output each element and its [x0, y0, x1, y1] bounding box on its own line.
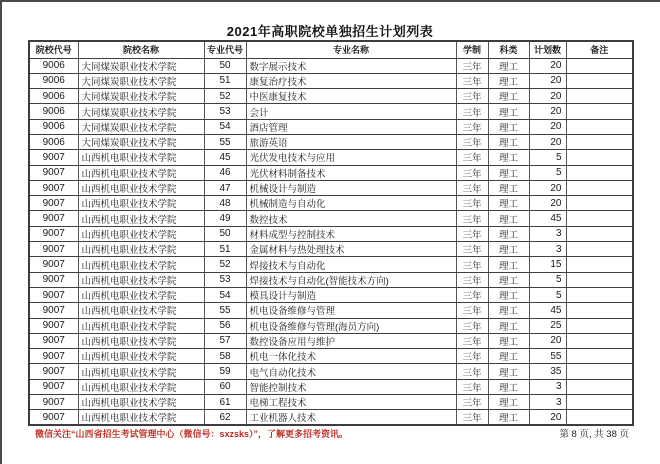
- cell-plan_count: 25: [529, 318, 566, 333]
- table-row: [29, 257, 633, 272]
- cell-college_name: 大同煤炭职业技术学院: [78, 73, 204, 88]
- cell-major_name: 金属材料与热处理技术: [246, 242, 456, 257]
- cell-category: 理工: [488, 395, 529, 410]
- cell-remark: [566, 226, 633, 241]
- cell-major_code: 55: [204, 303, 246, 318]
- page-title: 2021年高职院校单独招生计划列表: [226, 24, 434, 39]
- cell-college_name: 山西机电职业技术学院: [78, 257, 204, 272]
- cell-college_name: 山西机电职业技术学院: [78, 180, 204, 195]
- cell-plan_count: 20: [529, 89, 566, 104]
- cell-category: 理工: [488, 196, 529, 211]
- cell-college_name: 大同煤炭职业技术学院: [78, 104, 204, 119]
- cell-plan_count: 5: [529, 272, 566, 287]
- cell-major_name: 材料成型与控制技术: [246, 226, 456, 241]
- cell-college_name: 山西机电职业技术学院: [78, 272, 204, 287]
- cell-college_code: 9007: [29, 303, 78, 318]
- cell-plan_count: 3: [529, 379, 566, 394]
- cell-category: 理工: [488, 180, 529, 195]
- cell-category: 理工: [488, 165, 529, 180]
- cell-college_name: 山西机电职业技术学院: [78, 226, 204, 241]
- table-row: [29, 89, 633, 104]
- cell-category: 理工: [488, 119, 529, 134]
- cell-duration: 三年: [456, 303, 488, 318]
- cell-major_code: 46: [204, 165, 246, 180]
- cell-college_code: 9007: [29, 165, 78, 180]
- cell-major_name: 机电一体化技术: [246, 349, 456, 364]
- table-row: [29, 119, 633, 134]
- cell-plan_count: 20: [529, 104, 566, 119]
- cell-major_code: 54: [204, 287, 246, 302]
- table-row: [29, 272, 633, 287]
- cell-category: 理工: [488, 303, 529, 318]
- cell-major_code: 58: [204, 349, 246, 364]
- cell-college_name: 山西机电职业技术学院: [78, 349, 204, 364]
- cell-major_name: 机电设备维修与管理: [246, 303, 456, 318]
- table-row: [29, 303, 633, 318]
- cell-major_name: 酒店管理: [246, 119, 456, 134]
- cell-college_name: 山西机电职业技术学院: [78, 410, 204, 426]
- cell-major_name: 中医康复技术: [246, 89, 456, 104]
- cell-major_code: 57: [204, 333, 246, 348]
- cell-major_name: 焊接技术与自动化: [246, 257, 456, 272]
- cell-plan_count: 20: [529, 333, 566, 348]
- table-row: [29, 134, 633, 149]
- cell-major_name: 工业机器人技术: [246, 410, 456, 426]
- cell-major_code: 50: [204, 226, 246, 241]
- table-row: [29, 287, 633, 302]
- cell-major_code: 49: [204, 211, 246, 226]
- cell-category: 理工: [488, 364, 529, 379]
- cell-plan_count: 5: [529, 150, 566, 165]
- cell-plan_count: 5: [529, 287, 566, 302]
- cell-remark: [566, 211, 633, 226]
- cell-remark: [566, 318, 633, 333]
- cell-plan_count: 20: [529, 134, 566, 149]
- cell-plan_count: 45: [529, 303, 566, 318]
- cell-category: 理工: [488, 242, 529, 257]
- cell-category: 理工: [488, 379, 529, 394]
- cell-duration: 三年: [456, 318, 488, 333]
- cell-college_code: 9007: [29, 349, 78, 364]
- table-row: [29, 364, 633, 379]
- table-row: [29, 180, 633, 195]
- col-header-remark: 备注: [566, 41, 633, 58]
- cell-remark: [566, 58, 633, 73]
- cell-plan_count: 20: [529, 119, 566, 134]
- cell-category: 理工: [488, 134, 529, 149]
- cell-major_name: 康复治疗技术: [246, 73, 456, 88]
- cell-duration: 三年: [456, 242, 488, 257]
- cell-duration: 三年: [456, 410, 488, 426]
- cell-college_code: 9006: [29, 134, 78, 149]
- col-header-duration: 学制: [456, 41, 488, 58]
- cell-college_name: 山西机电职业技术学院: [78, 242, 204, 257]
- cell-college_code: 9007: [29, 410, 78, 426]
- cell-college_code: 9006: [29, 119, 78, 134]
- cell-college_name: 山西机电职业技术学院: [78, 303, 204, 318]
- cell-college_name: 大同煤炭职业技术学院: [78, 58, 204, 73]
- cell-college_code: 9007: [29, 226, 78, 241]
- cell-college_code: 9007: [29, 318, 78, 333]
- cell-major_code: 52: [204, 257, 246, 272]
- table-row: [29, 196, 633, 211]
- cell-major_name: 数字展示技术: [246, 58, 456, 73]
- table-header-row: [29, 41, 633, 58]
- cell-category: 理工: [488, 410, 529, 426]
- cell-college_code: 9007: [29, 211, 78, 226]
- cell-remark: [566, 89, 633, 104]
- cell-remark: [566, 272, 633, 287]
- cell-plan_count: 20: [529, 410, 566, 426]
- cell-duration: 三年: [456, 73, 488, 88]
- cell-duration: 三年: [456, 349, 488, 364]
- cell-remark: [566, 119, 633, 134]
- cell-remark: [566, 104, 633, 119]
- cell-duration: 三年: [456, 272, 488, 287]
- cell-college_code: 9007: [29, 257, 78, 272]
- cell-college_code: 9007: [29, 287, 78, 302]
- table-row: [29, 211, 633, 226]
- cell-major_code: 45: [204, 150, 246, 165]
- cell-duration: 三年: [456, 180, 488, 195]
- cell-college_code: 9007: [29, 364, 78, 379]
- table-row: [29, 349, 633, 364]
- col-header-major-name: 专业名称: [246, 41, 456, 58]
- col-header-college-name: 院校名称: [78, 41, 204, 58]
- cell-major_code: 51: [204, 242, 246, 257]
- cell-major_code: 52: [204, 89, 246, 104]
- cell-major_name: 数控技术: [246, 211, 456, 226]
- cell-remark: [566, 165, 633, 180]
- cell-major_code: 56: [204, 318, 246, 333]
- cell-duration: 三年: [456, 226, 488, 241]
- enrollment-plan-table: [28, 40, 634, 426]
- cell-remark: [566, 364, 633, 379]
- cell-major_code: 48: [204, 196, 246, 211]
- cell-duration: 三年: [456, 119, 488, 134]
- cell-remark: [566, 73, 633, 88]
- cell-major_name: 焊接技术与自动化(智能技术方向): [246, 272, 456, 287]
- cell-major_name: 机电设备维修与管理(海员方向): [246, 318, 456, 333]
- cell-major_code: 61: [204, 395, 246, 410]
- cell-category: 理工: [488, 272, 529, 287]
- cell-plan_count: 55: [529, 349, 566, 364]
- cell-plan_count: 5: [529, 165, 566, 180]
- cell-plan_count: 3: [529, 242, 566, 257]
- cell-remark: [566, 395, 633, 410]
- cell-category: 理工: [488, 58, 529, 73]
- table-row: [29, 226, 633, 241]
- col-header-plan-count: 计划数: [529, 41, 566, 58]
- col-header-category: 科类: [488, 41, 529, 58]
- cell-plan_count: 20: [529, 196, 566, 211]
- cell-college_code: 9007: [29, 150, 78, 165]
- table-row: [29, 410, 633, 426]
- cell-college_name: 山西机电职业技术学院: [78, 333, 204, 348]
- cell-plan_count: 15: [529, 257, 566, 272]
- cell-plan_count: 35: [529, 364, 566, 379]
- cell-college_name: 山西机电职业技术学院: [78, 395, 204, 410]
- cell-college_name: 大同煤炭职业技术学院: [78, 134, 204, 149]
- cell-major_code: 51: [204, 73, 246, 88]
- cell-college_code: 9007: [29, 272, 78, 287]
- cell-college_name: 山西机电职业技术学院: [78, 165, 204, 180]
- cell-remark: [566, 257, 633, 272]
- cell-category: 理工: [488, 73, 529, 88]
- cell-college_code: 9006: [29, 58, 78, 73]
- cell-major_code: 60: [204, 379, 246, 394]
- cell-duration: 三年: [456, 333, 488, 348]
- cell-college_name: 山西机电职业技术学院: [78, 364, 204, 379]
- cell-college_name: 山西机电职业技术学院: [78, 318, 204, 333]
- table-row: [29, 395, 633, 410]
- cell-major_name: 电气自动化技术: [246, 364, 456, 379]
- cell-major_name: 机械设计与制造: [246, 180, 456, 195]
- cell-college_name: 山西机电职业技术学院: [78, 150, 204, 165]
- cell-duration: 三年: [456, 165, 488, 180]
- cell-plan_count: 20: [529, 180, 566, 195]
- cell-remark: [566, 150, 633, 165]
- cell-remark: [566, 180, 633, 195]
- cell-category: 理工: [488, 333, 529, 348]
- col-header-college-code: 院校代号: [29, 41, 78, 58]
- cell-duration: 三年: [456, 150, 488, 165]
- cell-remark: [566, 379, 633, 394]
- cell-remark: [566, 349, 633, 364]
- cell-college_code: 9006: [29, 73, 78, 88]
- cell-college_code: 9007: [29, 333, 78, 348]
- cell-duration: 三年: [456, 134, 488, 149]
- cell-college_name: 山西机电职业技术学院: [78, 287, 204, 302]
- cell-major_name: 数控设备应用与维护: [246, 333, 456, 348]
- table-row: [29, 73, 633, 88]
- cell-duration: 三年: [456, 211, 488, 226]
- cell-plan_count: 3: [529, 226, 566, 241]
- table-row: [29, 333, 633, 348]
- cell-duration: 三年: [456, 364, 488, 379]
- cell-duration: 三年: [456, 395, 488, 410]
- cell-plan_count: 3: [529, 395, 566, 410]
- cell-major_name: 光伏发电技术与应用: [246, 150, 456, 165]
- cell-college_name: 山西机电职业技术学院: [78, 211, 204, 226]
- cell-college_code: 9007: [29, 242, 78, 257]
- cell-major_code: 54: [204, 119, 246, 134]
- table-row: [29, 318, 633, 333]
- cell-major_name: 模具设计与制造: [246, 287, 456, 302]
- cell-duration: 三年: [456, 287, 488, 302]
- cell-remark: [566, 410, 633, 426]
- cell-college_name: 山西机电职业技术学院: [78, 379, 204, 394]
- table-row: [29, 242, 633, 257]
- cell-category: 理工: [488, 226, 529, 241]
- cell-major_name: 机械制造与自动化: [246, 196, 456, 211]
- table-row: [29, 379, 633, 394]
- cell-duration: 三年: [456, 379, 488, 394]
- cell-category: 理工: [488, 349, 529, 364]
- cell-major_name: 智能控制技术: [246, 379, 456, 394]
- table-row: [29, 104, 633, 119]
- cell-category: 理工: [488, 104, 529, 119]
- cell-college_code: 9006: [29, 104, 78, 119]
- cell-remark: [566, 333, 633, 348]
- cell-duration: 三年: [456, 104, 488, 119]
- cell-remark: [566, 134, 633, 149]
- cell-major_name: 旅游英语: [246, 134, 456, 149]
- cell-major_code: 59: [204, 364, 246, 379]
- cell-college_name: 大同煤炭职业技术学院: [78, 119, 204, 134]
- cell-major_code: 50: [204, 58, 246, 73]
- cell-college_name: 山西机电职业技术学院: [78, 196, 204, 211]
- cell-duration: 三年: [456, 58, 488, 73]
- cell-plan_count: 20: [529, 58, 566, 73]
- cell-major_code: 53: [204, 272, 246, 287]
- cell-college_code: 9007: [29, 180, 78, 195]
- cell-major_code: 53: [204, 104, 246, 119]
- cell-category: 理工: [488, 318, 529, 333]
- cell-major_code: 55: [204, 134, 246, 149]
- cell-category: 理工: [488, 257, 529, 272]
- cell-duration: 三年: [456, 89, 488, 104]
- cell-major_name: 会计: [246, 104, 456, 119]
- cell-duration: 三年: [456, 196, 488, 211]
- table-row: [29, 150, 633, 165]
- cell-category: 理工: [488, 89, 529, 104]
- table-row: [29, 58, 633, 73]
- cell-college_code: 9006: [29, 89, 78, 104]
- cell-major_code: 47: [204, 180, 246, 195]
- cell-major_name: 电梯工程技术: [246, 395, 456, 410]
- page-number-indicator: 第 8 页, 共 38 页: [559, 429, 629, 440]
- cell-remark: [566, 303, 633, 318]
- cell-remark: [566, 196, 633, 211]
- table-row: [29, 165, 633, 180]
- cell-plan_count: 45: [529, 211, 566, 226]
- cell-college_code: 9007: [29, 395, 78, 410]
- cell-duration: 三年: [456, 257, 488, 272]
- cell-major_code: 62: [204, 410, 246, 426]
- cell-major_name: 光伏材料制备技术: [246, 165, 456, 180]
- cell-category: 理工: [488, 150, 529, 165]
- cell-remark: [566, 287, 633, 302]
- cell-plan_count: 20: [529, 73, 566, 88]
- cell-college_code: 9007: [29, 196, 78, 211]
- col-header-major-code: 专业代号: [204, 41, 246, 58]
- cell-college_code: 9007: [29, 379, 78, 394]
- cell-category: 理工: [488, 287, 529, 302]
- wechat-notice-text: 微信关注“山西省招生考试管理中心（微信号：sxzsks）”，了解更多招考资讯。: [35, 429, 349, 439]
- cell-category: 理工: [488, 211, 529, 226]
- cell-college_name: 大同煤炭职业技术学院: [78, 89, 204, 104]
- cell-remark: [566, 242, 633, 257]
